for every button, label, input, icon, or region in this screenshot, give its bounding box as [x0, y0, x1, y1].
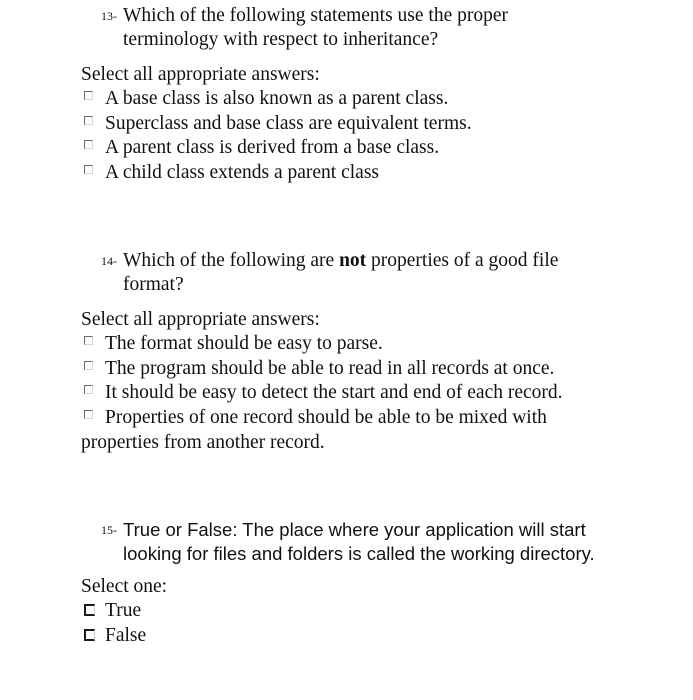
question-13-option-2[interactable]	[81, 112, 693, 137]
option-label: Properties of one record should be able to be mixed with properties from another record.	[81, 407, 547, 453]
question-14-option-1[interactable]	[81, 332, 693, 357]
question-14-option-3[interactable]	[81, 381, 693, 406]
question-14-text-before: Which of the following are	[123, 250, 340, 271]
radio-button[interactable]	[84, 629, 95, 641]
question-14-option-2[interactable]	[81, 357, 693, 382]
radio-button[interactable]	[84, 604, 95, 616]
question-15-option-false[interactable]	[81, 624, 693, 649]
checkbox[interactable]	[84, 336, 93, 345]
option-label: The format should be easy to parse.	[105, 333, 383, 354]
checkbox[interactable]	[84, 91, 93, 100]
checkbox[interactable]	[84, 116, 93, 125]
option-label: The program should be able to read in all records at once.	[105, 357, 555, 379]
option-label: True	[105, 600, 142, 621]
question-14-number: 14-	[101, 254, 117, 268]
checkbox[interactable]	[84, 140, 93, 149]
question-13	[0, 4, 693, 186]
question-13-option-1[interactable]	[81, 87, 693, 112]
checkbox[interactable]	[84, 385, 93, 394]
option-label: A base class is also known as a parent class.	[105, 88, 449, 109]
question-13-prompt	[0, 4, 693, 52]
checkbox[interactable]	[84, 165, 93, 174]
question-14-text-after: properties of a good file format?	[123, 250, 559, 295]
checkbox[interactable]	[84, 410, 93, 419]
question-14-text-bold: not	[339, 250, 367, 271]
question-14-option-4[interactable]	[81, 406, 693, 455]
option-label: It should be easy to detect the start and end of each record.	[105, 382, 563, 404]
question-15	[0, 518, 693, 648]
question-15-number: 15-	[101, 523, 117, 537]
question-15-prompt	[0, 518, 693, 566]
option-label: Superclass and base class are equivalent terms.	[105, 112, 472, 134]
question-13-text-line2: terminology with respect to inheritance?	[123, 29, 439, 50]
question-13-instruction: Select all appropriate answers:	[81, 64, 320, 85]
question-13-text-line1: Which of the following statements use the proper	[123, 5, 509, 26]
question-13-option-3[interactable]	[81, 136, 693, 161]
option-label: False	[105, 624, 147, 646]
question-15-instruction: Select one:	[81, 576, 168, 597]
option-label: A child class extends a parent class	[105, 162, 379, 184]
question-15-text: True or False: The place where your application will start looking for files and folders is called the working directory.	[123, 519, 595, 564]
question-13-option-4[interactable]	[81, 161, 693, 186]
checkbox[interactable]	[84, 361, 93, 370]
question-13-number: 13-	[101, 9, 117, 23]
question-14	[0, 249, 693, 456]
question-15-option-true[interactable]	[81, 599, 693, 624]
question-14-prompt	[0, 249, 693, 297]
option-label: A parent class is derived from a base class.	[105, 137, 440, 159]
question-14-instruction: Select all appropriate answers:	[81, 309, 320, 330]
